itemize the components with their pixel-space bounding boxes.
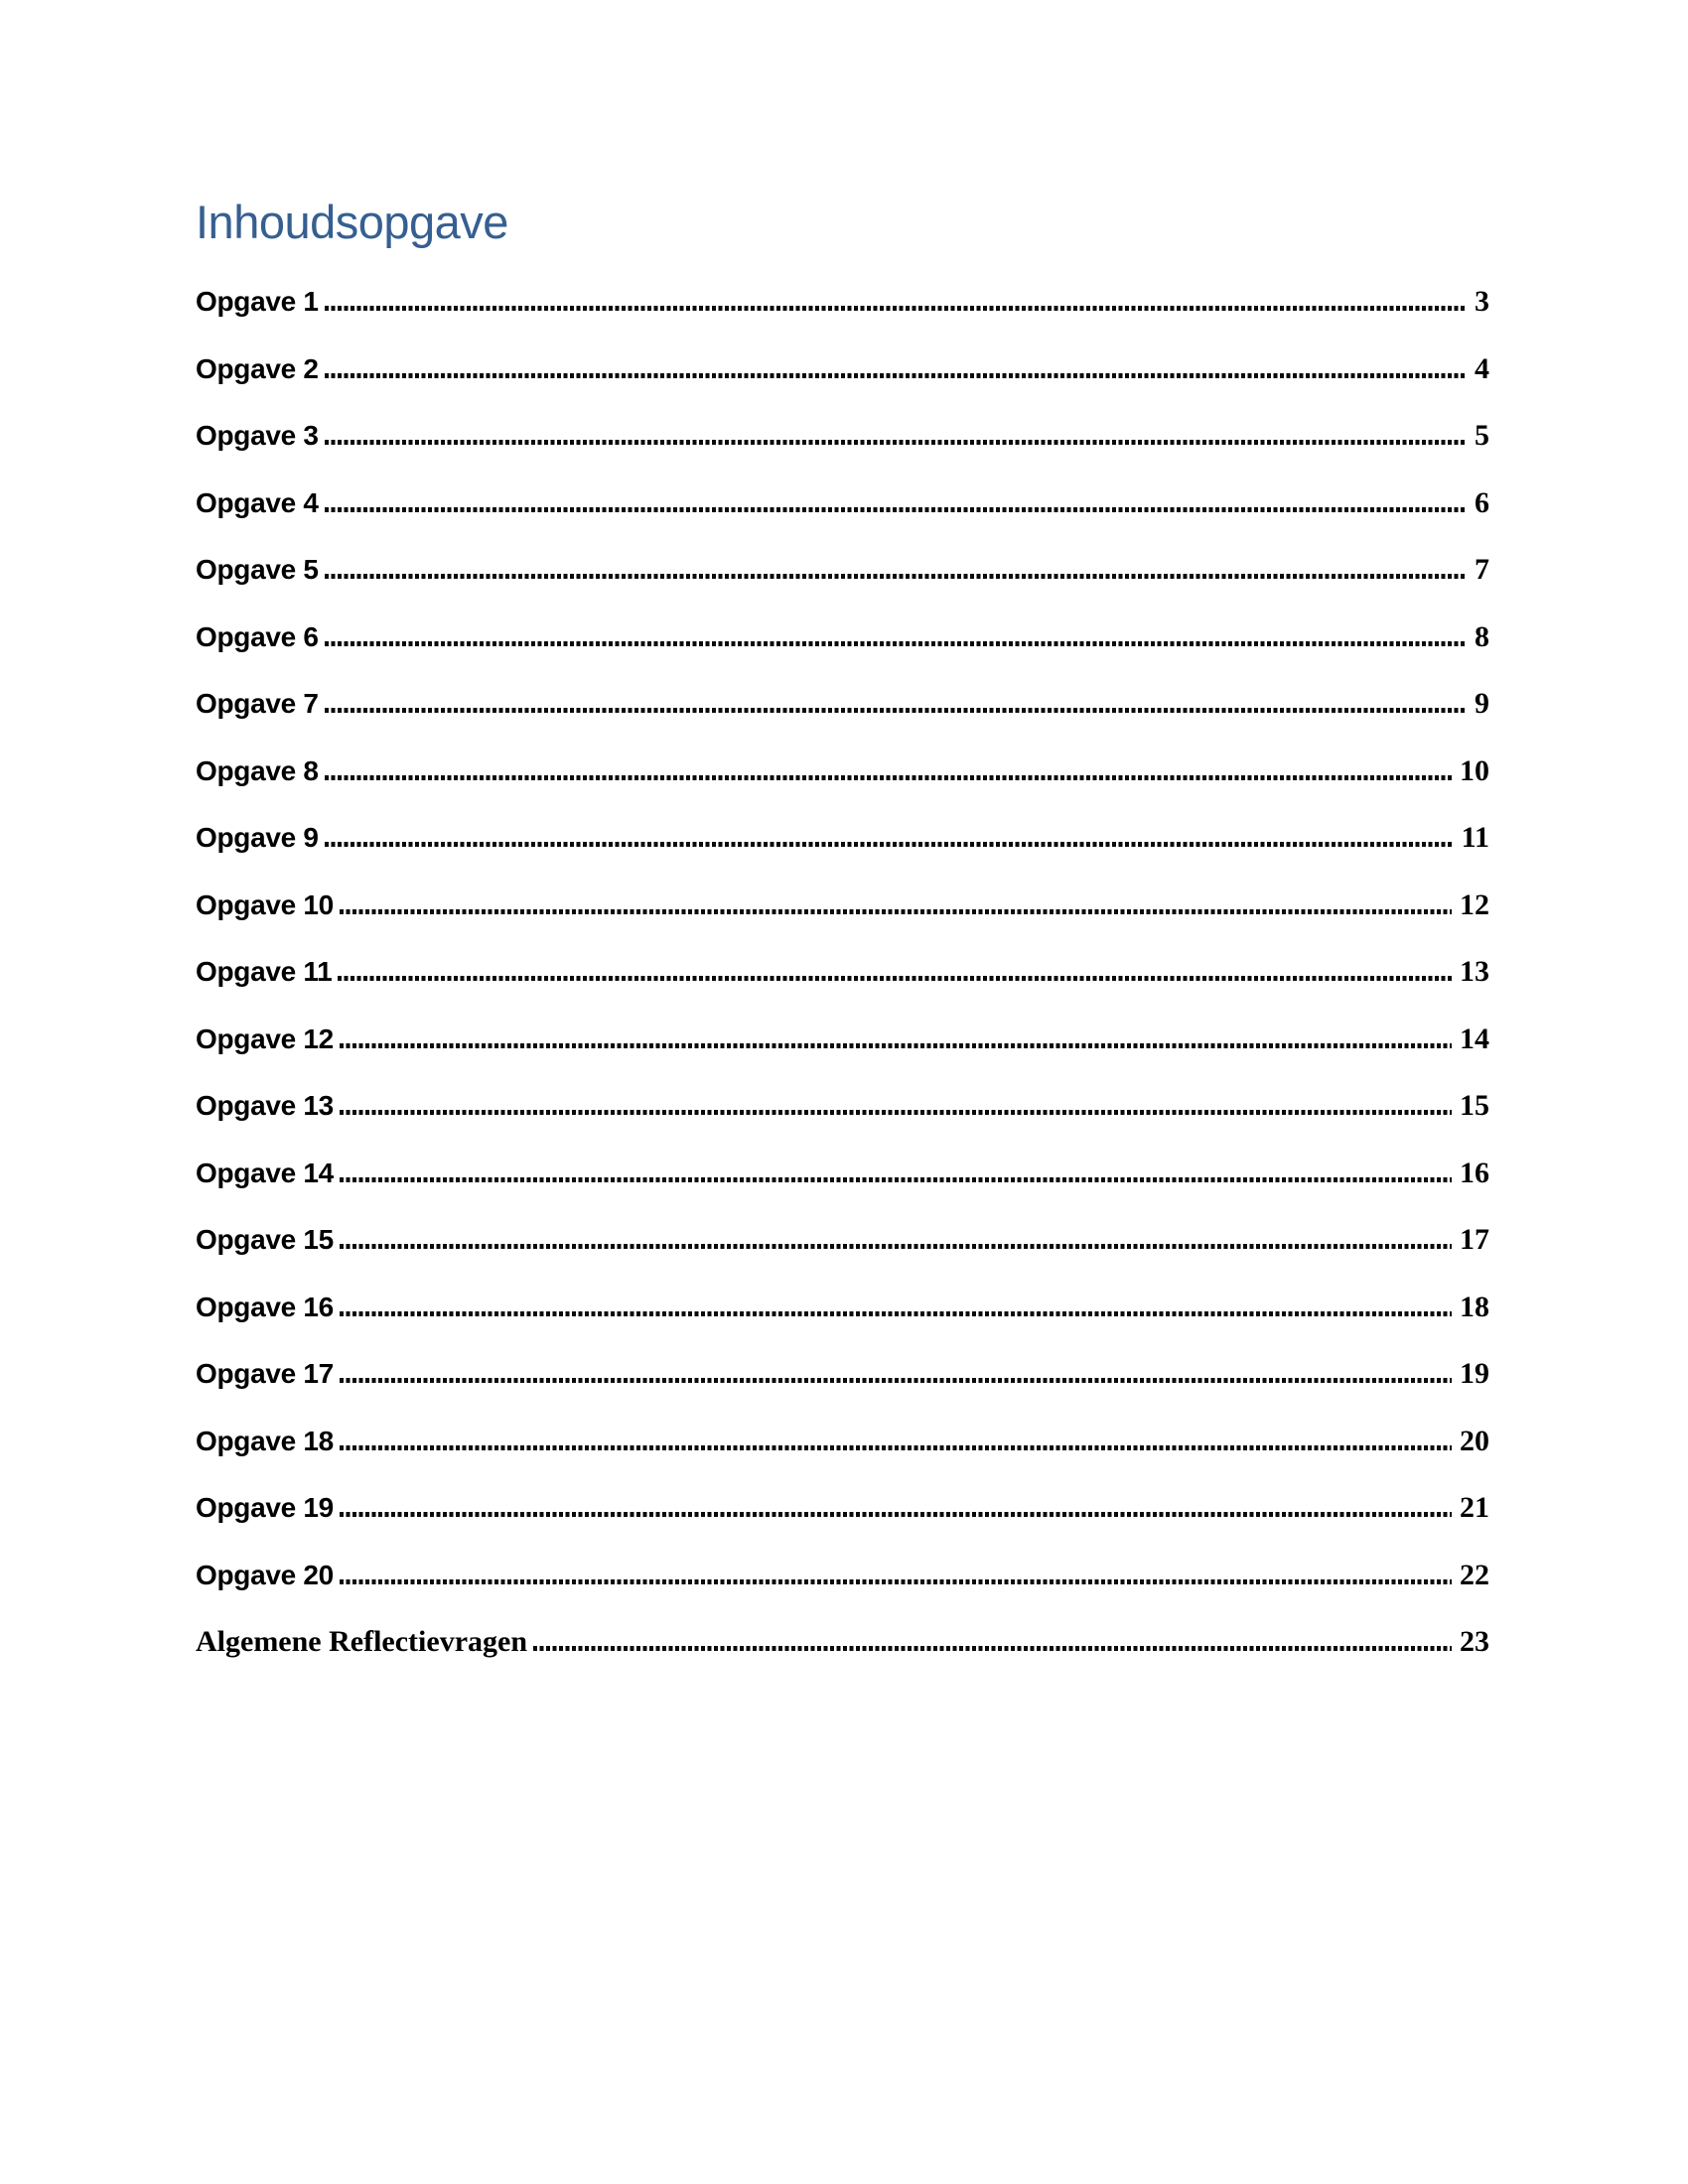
toc-entry-page: 21 — [1460, 1491, 1489, 1524]
toc-entry — [196, 486, 1489, 554]
toc-entry-page: 5 — [1475, 419, 1489, 452]
toc-entry — [196, 821, 1489, 888]
toc-entry-label: Opgave 12 — [196, 1023, 334, 1054]
toc-entry — [196, 1559, 1489, 1626]
leader-dots — [325, 708, 1467, 713]
leader-dots — [325, 507, 1467, 512]
leader-dots — [340, 1579, 1452, 1584]
leader-dots — [338, 976, 1452, 981]
toc-entry-label: Opgave 8 — [196, 754, 319, 786]
toc-entry — [196, 1223, 1489, 1291]
toc-entry — [196, 553, 1489, 620]
toc-entry — [196, 888, 1489, 956]
toc-entry-page: 11 — [1461, 821, 1489, 854]
toc-entry-page: 18 — [1460, 1290, 1489, 1323]
toc-entry-page: 15 — [1460, 1089, 1489, 1122]
toc-entry-page: 6 — [1475, 485, 1489, 519]
toc-entry-page: 19 — [1460, 1357, 1489, 1390]
toc-entry-label: Opgave 16 — [196, 1291, 334, 1322]
toc-entry — [196, 1089, 1489, 1157]
toc-entry — [196, 1425, 1489, 1492]
toc-entry — [196, 1023, 1489, 1090]
leader-dots — [325, 440, 1467, 445]
toc-entry-label: Opgave 13 — [196, 1090, 334, 1121]
toc-entry — [196, 1357, 1489, 1425]
toc-entry — [196, 352, 1489, 420]
toc-entry-page: 17 — [1460, 1223, 1489, 1256]
toc-entry-label: Opgave 3 — [196, 420, 319, 451]
toc-entry-label: Opgave 4 — [196, 486, 319, 518]
leader-dots — [325, 574, 1467, 579]
toc-entry-label: Opgave 5 — [196, 554, 319, 585]
leader-dots — [340, 1177, 1452, 1182]
leader-dots — [325, 306, 1467, 311]
leader-dots — [340, 1378, 1452, 1383]
toc-entry-label: Opgave 10 — [196, 888, 334, 920]
toc-entry-page: 3 — [1475, 285, 1489, 318]
toc-entry — [196, 419, 1489, 486]
toc-entry — [196, 1291, 1489, 1358]
toc-entry-page: 22 — [1460, 1558, 1489, 1591]
leader-dots — [325, 842, 1454, 847]
toc-entry-label: Opgave 14 — [196, 1157, 334, 1188]
toc-entry-label: Algemene Reflectievragen — [196, 1625, 528, 1658]
toc-entry-page: 23 — [1460, 1625, 1489, 1658]
toc-entry-label: Opgave 20 — [196, 1559, 334, 1590]
leader-dots — [340, 1043, 1452, 1048]
toc-entry-label: Opgave 1 — [196, 286, 319, 317]
leader-dots — [325, 641, 1467, 646]
toc-entry-page: 14 — [1460, 1022, 1489, 1055]
toc-entry-page: 7 — [1475, 553, 1489, 586]
leader-dots — [340, 1311, 1452, 1316]
leader-dots — [325, 373, 1467, 378]
toc-entry — [196, 687, 1489, 754]
toc-entry-page: 20 — [1460, 1424, 1489, 1457]
toc-entry-page: 12 — [1460, 887, 1489, 921]
leader-dots — [340, 909, 1452, 914]
toc-entry-label: Opgave 17 — [196, 1358, 334, 1389]
toc-entry-label: Opgave 9 — [196, 822, 319, 853]
leader-dots — [340, 1244, 1452, 1249]
leader-dots — [340, 1110, 1452, 1115]
leader-dots — [325, 775, 1452, 780]
toc-entry — [196, 754, 1489, 822]
toc-entry — [196, 1625, 1489, 1693]
toc-entry — [196, 285, 1489, 352]
toc-entry — [196, 1157, 1489, 1224]
toc-entry-page: 16 — [1460, 1156, 1489, 1189]
table-of-contents — [196, 285, 1489, 1693]
toc-entry — [196, 1491, 1489, 1559]
toc-entry-page: 4 — [1475, 351, 1489, 385]
toc-entry-label: Opgave 2 — [196, 352, 319, 384]
toc-entry-label: Opgave 7 — [196, 688, 319, 719]
leader-dots — [533, 1646, 1452, 1651]
toc-entry-label: Opgave 11 — [196, 956, 333, 987]
leader-dots — [340, 1445, 1452, 1450]
toc-entry-page: 10 — [1460, 753, 1489, 787]
toc-entry-label: Opgave 6 — [196, 620, 319, 652]
toc-entry-label: Opgave 15 — [196, 1224, 334, 1255]
page-title: Inhoudsopgave — [196, 196, 508, 248]
toc-entry-label: Opgave 19 — [196, 1492, 334, 1523]
toc-entry-page: 8 — [1475, 619, 1489, 653]
leader-dots — [340, 1512, 1452, 1517]
toc-entry — [196, 620, 1489, 688]
toc-entry-page: 13 — [1460, 955, 1489, 988]
toc-entry-page: 9 — [1475, 687, 1489, 720]
toc-entry — [196, 955, 1489, 1023]
toc-entry-label: Opgave 18 — [196, 1425, 334, 1456]
